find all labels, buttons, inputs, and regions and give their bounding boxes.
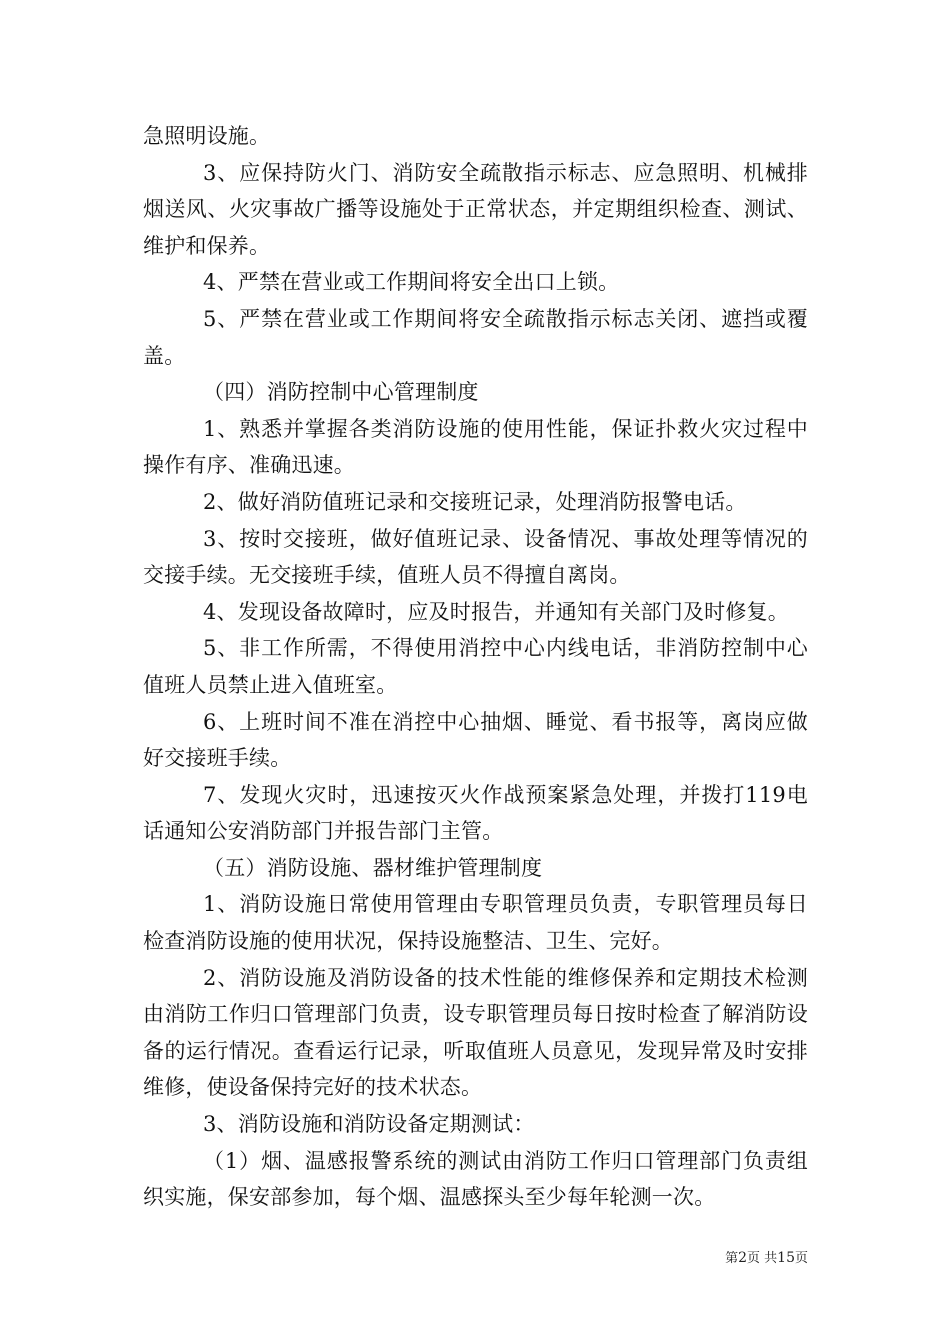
paragraph-subitem-1: （1）烟、温感报警系统的测试由消防工作归口管理部门负责组织实施，保安部参加，每个烟、温感探头至少每年轮测一次。 [143,1148,808,1210]
footer-prefix: 第 [725,1251,739,1266]
body-text [143,118,808,1216]
paragraph-item-6b: 6、上班时间不准在消控中心抽烟、睡觉、看书报等，离岗应做好交接班手续。 [143,709,808,771]
paragraph-item-2: 2、做好消防值班记录和交接班记录，处理消防报警电话。 [203,489,747,514]
paragraph-item-2c: 2、消防设施及消防设备的技术性能的维修保养和定期技术检测由消防工作归口管理部门负责，设专职管理员每日按时检查了解消防设备的运行情况。查看运行记录，听取值班人员意见，发现异常及时安排维修，使设备保持完好的技术状态。 [143,965,808,1100]
paragraph-item-3b: 3、按时交接班，做好值班记录、设备情况、事故处理等情况的交接手续。无交接班手续，值班人员不得擅自离岗。 [143,526,808,588]
page-number-footer [725,1247,808,1266]
paragraph-item-4: 4、严禁在营业或工作期间将安全出口上锁。 [203,270,620,295]
paragraph-item-7b: 7、发现火灾时，迅速按灭火作战预案紧急处理，并拨打119电话通知公安消防部门并报告部门主管。 [143,782,808,844]
paragraph-item-4b: 4、发现设备故障时，应及时报告，并通知有关部门及时修复。 [203,599,789,624]
paragraph-continuation: 急照明设施。 [143,124,271,148]
paragraph-item-1c: 1、消防设施日常使用管理由专职管理员负责，专职管理员每日检查消防设施的使用状况，保持设施整洁、卫生、完好。 [143,892,808,954]
paragraph-item-3: 3、应保持防火门、消防安全疏散指示标志、应急照明、机械排烟送风、火灾事故广播等设施处于正常状态，并定期组织检查、测试、维护和保养。 [143,160,808,258]
paragraph-item-3c: 3、消防设施和消防设备定期测试： [203,1112,535,1137]
paragraph-item-1: 1、熟悉并掌握各类消防设施的使用性能，保证扑救火灾过程中操作有序、准确迅速。 [143,416,808,478]
paragraph-item-5b: 5、非工作所需，不得使用消控中心内线电话，非消防控制中心值班人员禁止进入值班室。 [143,636,808,697]
footer-total-pages: 15 [777,1250,795,1266]
footer-suffix: 页 [794,1251,808,1266]
footer-page-number: 2 [738,1250,748,1266]
footer-middle: 页 共 [747,1251,778,1266]
section-heading-5: （五）消防设施、器材维护管理制度 [203,855,543,880]
section-heading-4: （四）消防控制中心管理制度 [203,380,479,405]
paragraph-item-5: 5、严禁在营业或工作期间将安全疏散指示标志关闭、遮挡或覆盖。 [143,306,808,368]
